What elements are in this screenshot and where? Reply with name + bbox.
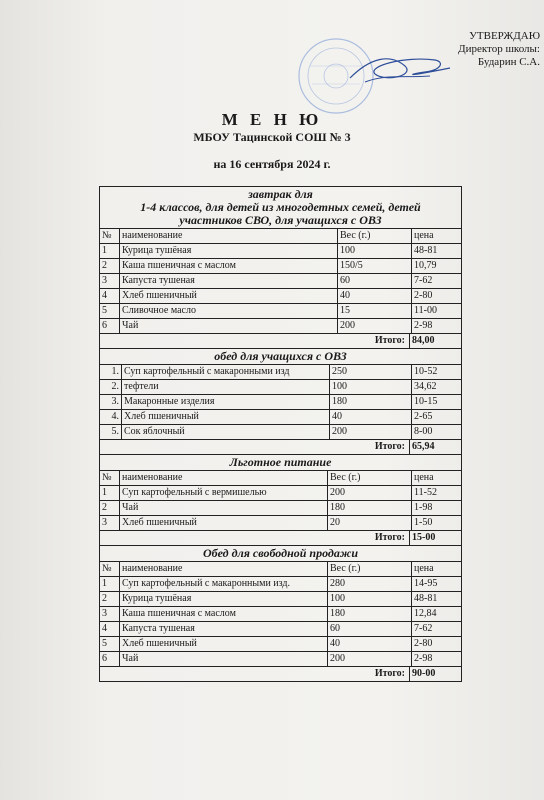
table-row bbox=[100, 486, 461, 501]
cell-number: 3 bbox=[100, 516, 120, 530]
cell-weight: 180 bbox=[330, 395, 412, 409]
section-title-line: завтрак для bbox=[248, 187, 313, 201]
cell-name: Курица тушёная bbox=[120, 244, 338, 258]
cell-weight: 250 bbox=[330, 365, 412, 379]
section-title-lunch-ovz: обед для учащихся с ОВЗ bbox=[100, 349, 461, 365]
cell-name: Хлеб пшеничный bbox=[120, 289, 338, 303]
header-number: № bbox=[100, 229, 120, 243]
table-row bbox=[100, 622, 461, 637]
cell-name: Каша пшеничная с маслом bbox=[120, 259, 338, 273]
cell-price: 2-98 bbox=[414, 653, 433, 664]
table-row bbox=[100, 652, 461, 667]
cell-price: 7-62 bbox=[414, 623, 433, 634]
total-row bbox=[100, 440, 461, 455]
header-weight: Вес (г.) bbox=[328, 471, 412, 485]
cell-price: 12,84 bbox=[414, 608, 437, 619]
header-name: наименование bbox=[120, 229, 338, 243]
cell-name: Сливочное масло bbox=[120, 304, 338, 318]
table-row bbox=[100, 259, 461, 274]
cell-weight: 180 bbox=[328, 501, 412, 515]
cell-name: Чай bbox=[120, 319, 338, 333]
cell-price: 14-95 bbox=[414, 578, 438, 589]
cell-weight: 60 bbox=[338, 274, 412, 288]
table-row bbox=[100, 592, 461, 607]
cell-name: Чай bbox=[120, 652, 328, 666]
cell-weight: 200 bbox=[330, 425, 412, 439]
cell-number: 4 bbox=[100, 289, 120, 303]
cell-weight: 15 bbox=[338, 304, 412, 318]
cell-name: Суп картофельный с вермишелью bbox=[120, 486, 328, 500]
table-header bbox=[100, 471, 461, 486]
cell-weight: 40 bbox=[328, 637, 412, 651]
cell-weight: 200 bbox=[328, 652, 412, 666]
total-label: Итого: bbox=[100, 440, 410, 454]
cell-name: Хлеб пшеничный bbox=[122, 410, 330, 424]
cell-price: 48-81 bbox=[414, 245, 438, 256]
table-row bbox=[100, 516, 461, 531]
cell-price: 8-00 bbox=[414, 426, 433, 437]
cell-weight: 200 bbox=[338, 319, 412, 333]
table-row bbox=[100, 637, 461, 652]
section-title-line: участников СВО, для учащихся с ОВЗ bbox=[179, 213, 382, 227]
header-price: цена bbox=[414, 230, 434, 241]
approval-name: Бударин С.А. bbox=[477, 56, 540, 68]
cell-name: Суп картофельный с макаронными изд. bbox=[120, 577, 328, 591]
cell-name: Курица тушёная bbox=[120, 592, 328, 606]
table-row bbox=[100, 380, 461, 395]
table-row bbox=[100, 289, 461, 304]
page-title: М Е Н Ю bbox=[221, 110, 323, 129]
cell-price: 2-80 bbox=[414, 290, 433, 301]
table-row bbox=[100, 274, 461, 289]
cell-weight: 200 bbox=[328, 486, 412, 500]
table-row bbox=[100, 501, 461, 516]
cell-name: Суп картофельный с макаронными изд bbox=[122, 365, 330, 379]
table-row bbox=[100, 304, 461, 319]
approval-heading: УТВЕРЖДАЮ bbox=[469, 30, 540, 42]
header-name: наименование bbox=[120, 471, 328, 485]
cell-number: 3. bbox=[100, 395, 122, 409]
cell-name: Каша пшеничная с маслом bbox=[120, 607, 328, 621]
table-row bbox=[100, 577, 461, 592]
section-title-line: 1-4 классов, для детей из многодетных семей, детей bbox=[140, 200, 421, 214]
cell-price: 34,62 bbox=[414, 381, 437, 392]
table-row bbox=[100, 410, 461, 425]
cell-price: 10-15 bbox=[414, 396, 438, 407]
cell-price: 10,79 bbox=[414, 260, 437, 271]
cell-price: 1-98 bbox=[414, 502, 433, 513]
cell-name: Чай bbox=[120, 501, 328, 515]
cell-number: 5 bbox=[100, 637, 120, 651]
cell-number: 2 bbox=[100, 259, 120, 273]
header-number: № bbox=[100, 471, 120, 485]
cell-name: Сок яблочный bbox=[122, 425, 330, 439]
header-weight: Вес (г.) bbox=[338, 229, 412, 243]
cell-number: 1 bbox=[100, 577, 120, 591]
cell-number: 2 bbox=[100, 592, 120, 606]
cell-weight: 20 bbox=[328, 516, 412, 530]
cell-price: 11-00 bbox=[414, 305, 437, 316]
cell-name: Макаронные изделия bbox=[122, 395, 330, 409]
table-row bbox=[100, 425, 461, 440]
cell-price: 1-50 bbox=[414, 517, 433, 528]
section-title-breakfast bbox=[100, 187, 461, 229]
total-value: 84,00 bbox=[412, 335, 435, 346]
cell-name: Капуста тушеная bbox=[120, 622, 328, 636]
cell-name: Хлеб пшеничный bbox=[120, 516, 328, 530]
cell-weight: 60 bbox=[328, 622, 412, 636]
cell-name: Хлеб пшеничный bbox=[120, 637, 328, 651]
table-header bbox=[100, 562, 461, 577]
cell-number: 5 bbox=[100, 304, 120, 318]
cell-number: 4 bbox=[100, 622, 120, 636]
total-row bbox=[100, 531, 461, 546]
approval-position: Директор школы: bbox=[458, 43, 540, 55]
cell-weight: 150/5 bbox=[338, 259, 412, 273]
cell-name: тефтели bbox=[122, 380, 330, 394]
menu-table bbox=[99, 186, 462, 682]
total-value: 65,94 bbox=[412, 441, 435, 452]
section-title-preferential: Льготное питание bbox=[100, 455, 461, 471]
cell-weight: 180 bbox=[328, 607, 412, 621]
table-row bbox=[100, 365, 461, 380]
header-price: цена bbox=[414, 563, 434, 574]
cell-weight: 100 bbox=[330, 380, 412, 394]
cell-price: 11-52 bbox=[414, 487, 437, 498]
cell-price: 2-65 bbox=[414, 411, 433, 422]
total-value: 90-00 bbox=[412, 668, 436, 679]
cell-number: 3 bbox=[100, 607, 120, 621]
cell-price: 2-98 bbox=[414, 320, 433, 331]
cell-weight: 40 bbox=[338, 289, 412, 303]
table-header bbox=[100, 229, 461, 244]
school-name: МБОУ Тацинской СОШ № 3 bbox=[193, 130, 351, 144]
cell-number: 1 bbox=[100, 244, 120, 258]
table-row bbox=[100, 244, 461, 259]
approval-block bbox=[430, 30, 540, 69]
cell-number: 3 bbox=[100, 274, 120, 288]
section-title-free-sale: Обед для свободной продажи bbox=[100, 546, 461, 562]
header-weight: Вес (г.) bbox=[328, 562, 412, 576]
cell-number: 6 bbox=[100, 652, 120, 666]
cell-number: 6 bbox=[100, 319, 120, 333]
header-name: наименование bbox=[120, 562, 328, 576]
cell-number: 2. bbox=[100, 380, 122, 394]
cell-name: Капуста тушеная bbox=[120, 274, 338, 288]
cell-price: 7-62 bbox=[414, 275, 433, 286]
cell-number: 5. bbox=[100, 425, 122, 439]
total-row bbox=[100, 667, 461, 681]
header-price: цена bbox=[414, 472, 434, 483]
total-row bbox=[100, 334, 461, 349]
total-label: Итого: bbox=[100, 667, 410, 681]
cell-number: 1. bbox=[100, 365, 122, 379]
total-label: Итого: bbox=[100, 531, 410, 545]
cell-weight: 280 bbox=[328, 577, 412, 591]
total-value: 15-00 bbox=[412, 532, 436, 543]
total-label: Итого: bbox=[100, 334, 410, 348]
cell-weight: 40 bbox=[330, 410, 412, 424]
cell-number: 2 bbox=[100, 501, 120, 515]
cell-weight: 100 bbox=[328, 592, 412, 606]
table-row bbox=[100, 607, 461, 622]
header-number: № bbox=[100, 562, 120, 576]
cell-price: 48-81 bbox=[414, 593, 438, 604]
cell-number: 4. bbox=[100, 410, 122, 424]
cell-number: 1 bbox=[100, 486, 120, 500]
cell-weight: 100 bbox=[338, 244, 412, 258]
menu-date: на 16 сентября 2024 г. bbox=[213, 157, 331, 171]
cell-price: 10-52 bbox=[414, 366, 438, 377]
table-row bbox=[100, 395, 461, 410]
cell-price: 2-80 bbox=[414, 638, 433, 649]
table-row bbox=[100, 319, 461, 334]
